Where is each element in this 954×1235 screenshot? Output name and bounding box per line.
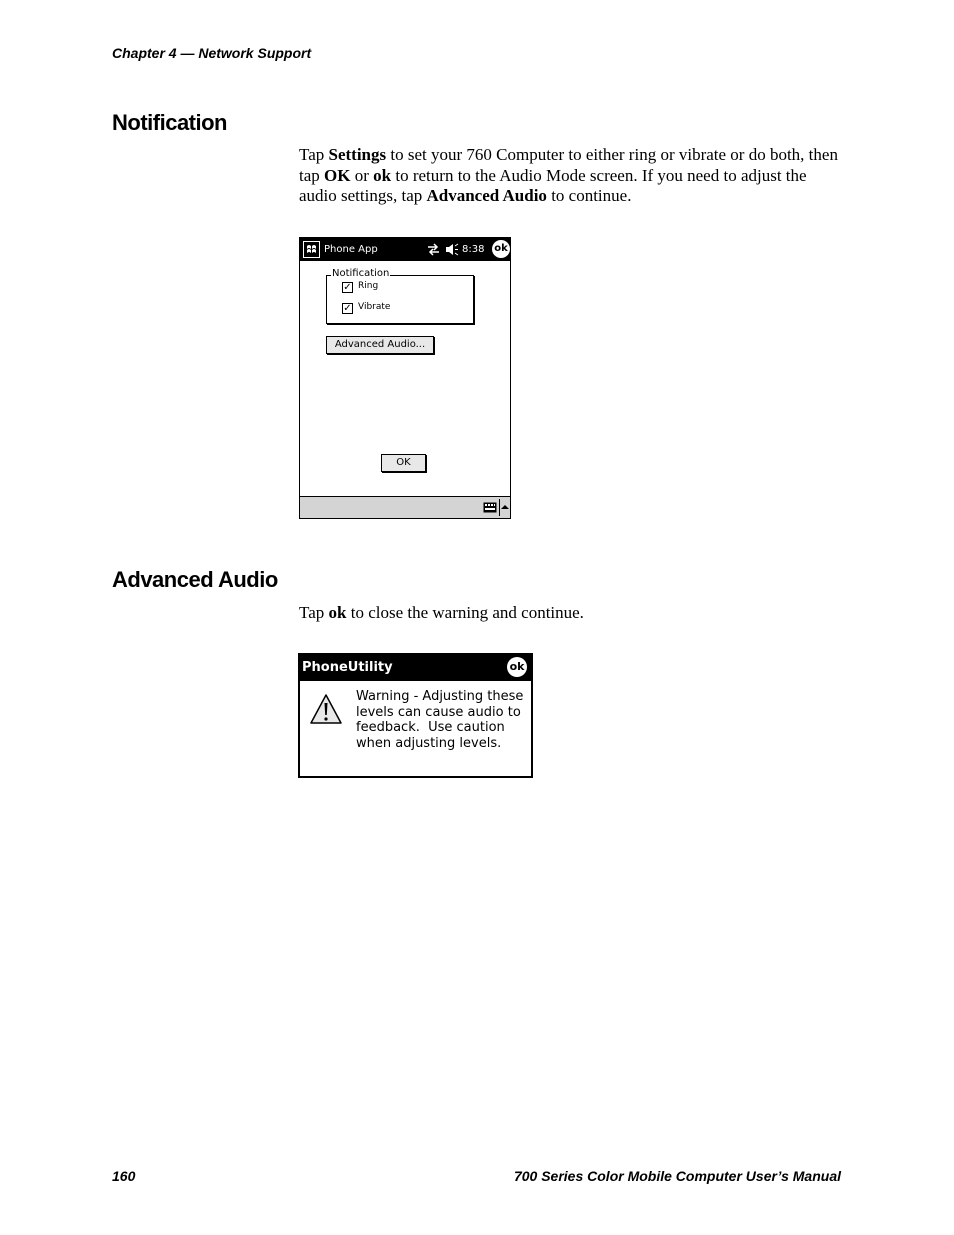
advanced-audio-heading: Advanced Audio [112,567,278,592]
clock: 8:38 [462,244,485,255]
connectivity-icon[interactable] [427,243,440,256]
ok-icon[interactable]: ok [507,657,527,677]
advanced-audio-button[interactable]: Advanced Audio... [326,336,434,354]
bold-term: ok [328,603,347,622]
page-number: 160 [112,1168,136,1184]
bold-term: Settings [328,145,387,164]
advanced-audio-paragraph [299,603,844,624]
text-run: Tap [299,603,329,622]
title-bar [300,238,510,261]
warning-line: levels can cause audio to [356,704,521,720]
warning-line: feedback. Use caution [356,720,505,735]
manual-title: 700 Series Color Mobile Computer User’s Manual [513,1168,841,1184]
menu-bar [300,496,510,518]
text-run: to close the warning and continue. [346,603,584,622]
app-title: Phone App [324,244,378,255]
screen-body [300,261,510,496]
title-bar [300,655,531,681]
ring-checkbox[interactable] [342,282,353,293]
text-run: to set your 760 Computer to either ring or vibrate or do both, then tap [299,145,838,185]
ring-label: Ring [358,281,379,291]
dialog-title: PhoneUtility [302,660,393,675]
warning-message [356,689,526,751]
groupbox-label: Notification [332,268,390,279]
checkmark-icon: ✓ [343,282,352,293]
phone-utility-screenshot [298,653,533,778]
warning-line: Warning - Adjusting these [356,689,524,704]
bold-term: Advanced Audio [426,186,547,205]
vibrate-checkbox[interactable] [342,303,353,314]
text-run: Tap [299,145,329,164]
start-menu-icon[interactable] [303,241,320,258]
text-run: or [350,165,374,185]
input-arrow-icon[interactable] [501,504,509,510]
checkmark-icon: ✓ [343,303,352,314]
text-run: to return to the Audio Mode screen. If you need to adjust the audio settings, tap [299,165,807,205]
phone-app-screenshot [299,237,511,519]
ok-icon[interactable]: ok [492,240,510,258]
notification-heading: Notification [112,110,227,135]
chapter-header: Chapter 4 — Network Support [112,45,312,61]
warning-icon [309,693,343,725]
speaker-icon[interactable] [445,243,459,256]
vibrate-label: Vibrate [358,302,391,312]
warning-line: when adjusting levels. [356,735,502,751]
text-run: to continue. [546,186,632,205]
keyboard-icon[interactable] [483,502,497,513]
notification-paragraph [299,145,844,207]
ok-button[interactable]: OK [381,454,426,472]
bold-term: OK [324,165,351,185]
divider [499,499,500,516]
bold-term: ok [373,165,392,185]
